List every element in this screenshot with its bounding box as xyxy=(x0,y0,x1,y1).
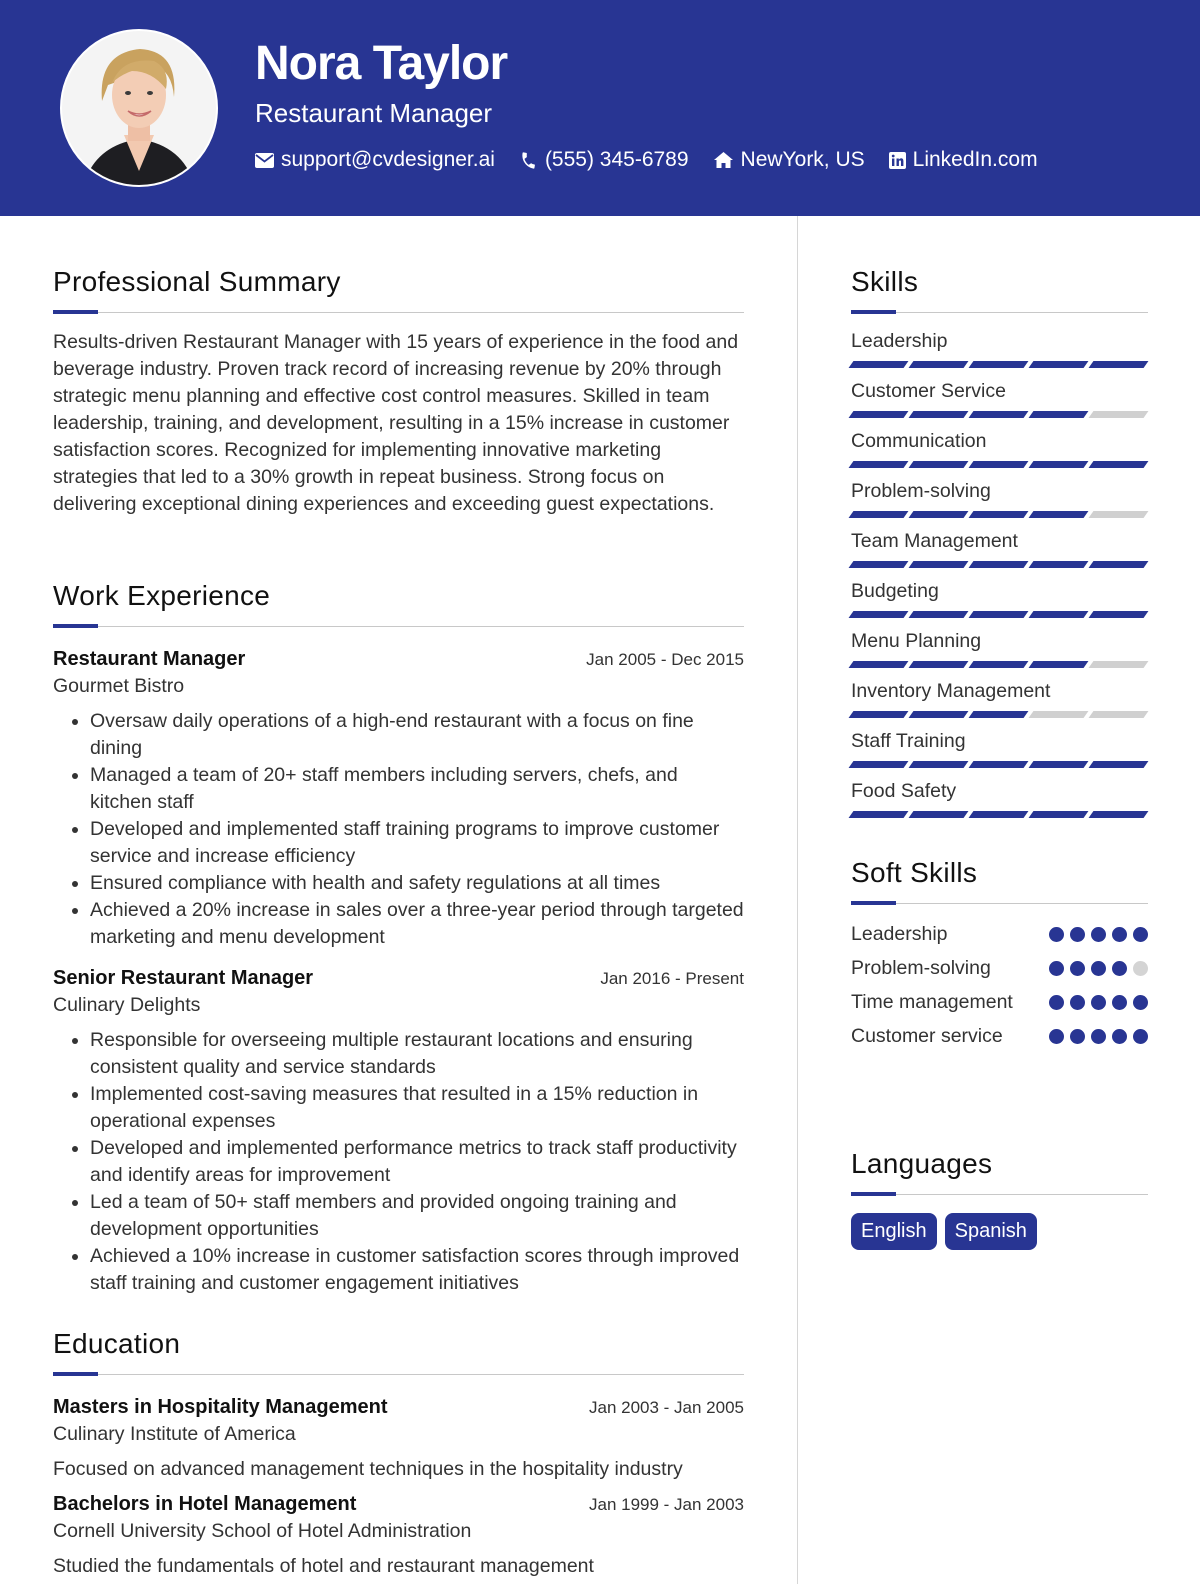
skill-level-segment-filled xyxy=(849,661,909,668)
experience-section xyxy=(53,580,744,1297)
job-title: Restaurant Manager xyxy=(255,98,493,128)
skill-level-segment-filled xyxy=(1089,361,1149,368)
skill-label: Leadership xyxy=(851,330,948,352)
skill-level-segment-filled xyxy=(969,761,1029,768)
rating-dot-filled xyxy=(1049,961,1064,976)
section-rule xyxy=(53,1372,744,1378)
contact-location xyxy=(713,148,865,172)
skill-item xyxy=(851,780,1148,818)
skill-level-bar xyxy=(851,611,1148,618)
skill-label: Food Safety xyxy=(851,780,957,802)
skill-label: Problem-solving xyxy=(851,480,991,502)
skill-level-segment-filled xyxy=(1089,561,1149,568)
education-date: Jan 1999 - Jan 2003 xyxy=(588,1495,744,1514)
skill-label: Customer Service xyxy=(851,380,1006,402)
skill-level-segment-filled xyxy=(969,711,1029,718)
skill-level-segment-filled xyxy=(909,511,969,518)
skill-level-segment-filled xyxy=(969,461,1029,468)
rating-dot-filled xyxy=(1133,995,1148,1010)
job-entry-date: Jan 2005 - Dec 2015 xyxy=(586,650,744,669)
job-entry-company: Gourmet Bistro xyxy=(53,675,185,697)
skill-level-segment-filled xyxy=(1089,611,1149,618)
languages-list xyxy=(851,1213,1148,1250)
soft-skill-label: Leadership xyxy=(851,923,948,945)
skill-level-segment-empty xyxy=(1089,411,1149,418)
skill-label: Budgeting xyxy=(851,580,939,602)
soft-skill-item xyxy=(851,955,1148,982)
skill-level-bar xyxy=(851,661,1148,668)
contact-linkedin[interactable] xyxy=(889,148,1038,172)
bullet-item: • Led a team of 50+ staff members and provided ongoing training and development opportunities xyxy=(90,1189,744,1243)
linkedin-icon xyxy=(889,152,906,169)
rating-dot-filled xyxy=(1091,927,1106,942)
skill-level-segment-filled xyxy=(1089,461,1149,468)
job-entry xyxy=(53,648,744,951)
skill-level-segment-filled xyxy=(909,761,969,768)
skill-level-bar xyxy=(851,411,1148,418)
skill-level-segment-filled xyxy=(909,411,969,418)
skill-level-segment-filled xyxy=(969,811,1029,818)
skill-level-bar xyxy=(851,461,1148,468)
soft-skill-rating xyxy=(1049,1029,1148,1044)
soft-skill-rating xyxy=(1049,927,1148,942)
skill-level-bar xyxy=(851,361,1148,368)
email-icon xyxy=(255,153,274,168)
rating-dot-filled xyxy=(1070,961,1085,976)
soft-skill-label: Time management xyxy=(851,991,1013,1013)
rating-dot-empty xyxy=(1133,961,1148,976)
skill-level-segment-filled xyxy=(849,361,909,368)
skill-level-segment-filled xyxy=(969,611,1029,618)
avatar xyxy=(60,29,218,187)
summary-heading: Professional Summary xyxy=(53,266,341,297)
skill-level-segment-filled xyxy=(969,361,1029,368)
job-entry-bullets xyxy=(53,1027,744,1297)
profile-photo xyxy=(62,31,216,185)
skill-level-segment-filled xyxy=(969,561,1029,568)
rating-dot-filled xyxy=(1049,1029,1064,1044)
experience-heading: Work Experience xyxy=(53,580,271,611)
skill-level-segment-filled xyxy=(849,761,909,768)
education-school: Cornell University School of Hotel Administration xyxy=(53,1520,472,1542)
skill-level-segment-filled xyxy=(849,711,909,718)
soft-skill-item xyxy=(851,921,1148,948)
skill-level-segment-filled xyxy=(909,561,969,568)
section-rule xyxy=(851,901,1148,907)
languages-heading: Languages xyxy=(851,1148,993,1179)
section-rule xyxy=(851,1192,1148,1198)
education-entry xyxy=(53,1396,744,1481)
skill-item xyxy=(851,330,1148,368)
summary-text: Results-driven Restaurant Manager with 15 years of experience in the food and beverage industry. Proven track record of increasing revenue by 20% through strategic menu planning and effective cost control measures. Skilled in team leadership, training, and development, resulting in a 15% increase in customer satisfaction scores. Recognized for implementing innovative marketing strategies that led to a 30% growth in repeat business. Strong focus on delivering exceptional dining experiences and exceeding guest expectations. xyxy=(53,331,739,515)
skill-label: Communication xyxy=(851,430,987,452)
skill-label: Inventory Management xyxy=(851,680,1051,702)
skill-item xyxy=(851,580,1148,618)
skill-item xyxy=(851,530,1148,568)
skill-level-segment-filled xyxy=(909,611,969,618)
skill-label: Staff Training xyxy=(851,730,966,752)
skill-level-segment-filled xyxy=(969,511,1029,518)
education-school: Culinary Institute of America xyxy=(53,1423,296,1445)
rating-dot-filled xyxy=(1091,995,1106,1010)
rating-dot-filled xyxy=(1070,1029,1085,1044)
skill-level-segment-filled xyxy=(909,711,969,718)
job-entry-company: Culinary Delights xyxy=(53,994,201,1016)
skill-level-segment-empty xyxy=(1029,711,1089,718)
skills-section xyxy=(851,266,1148,818)
rating-dot-filled xyxy=(1070,927,1085,942)
skill-level-bar xyxy=(851,761,1148,768)
rating-dot-filled xyxy=(1112,995,1127,1010)
rating-dot-filled xyxy=(1049,927,1064,942)
phone-icon xyxy=(519,151,538,170)
skill-level-bar xyxy=(851,561,1148,568)
education-heading: Education xyxy=(53,1328,181,1359)
contact-phone[interactable] xyxy=(519,148,689,172)
soft-skill-rating xyxy=(1049,961,1148,976)
skill-level-segment-filled xyxy=(849,811,909,818)
skill-level-segment-filled xyxy=(1029,361,1089,368)
skill-item xyxy=(851,630,1148,668)
rating-dot-filled xyxy=(1133,927,1148,942)
rating-dot-filled xyxy=(1091,1029,1106,1044)
column-divider xyxy=(797,216,798,1584)
skill-level-segment-filled xyxy=(849,461,909,468)
rating-dot-filled xyxy=(1091,961,1106,976)
language-badge: English xyxy=(851,1213,937,1250)
soft-skills-heading: Soft Skills xyxy=(851,857,978,888)
skill-level-segment-filled xyxy=(1029,611,1089,618)
rating-dot-filled xyxy=(1070,995,1085,1010)
skill-label: Team Management xyxy=(851,530,1018,552)
skill-level-segment-filled xyxy=(849,511,909,518)
rating-dot-filled xyxy=(1112,927,1127,942)
skill-item xyxy=(851,430,1148,468)
rating-dot-filled xyxy=(1112,961,1127,976)
bullet-item: • Responsible for overseeing multiple restaurant locations and ensuring consistent quality and service standards xyxy=(90,1027,744,1081)
section-rule xyxy=(53,624,744,630)
languages-section xyxy=(851,1148,1148,1250)
job-entry-bullets xyxy=(53,708,744,951)
skill-level-segment-filled xyxy=(849,611,909,618)
contact-location-text: NewYork, US xyxy=(740,148,865,171)
skill-level-segment-filled xyxy=(1029,661,1089,668)
skill-item xyxy=(851,480,1148,518)
skill-level-segment-filled xyxy=(1029,561,1089,568)
bullet-item: • Developed and implemented staff training programs to improve customer service and increase efficiency xyxy=(90,816,744,870)
job-entry-title: Senior Restaurant Manager xyxy=(53,967,314,989)
resume-header xyxy=(0,0,1200,216)
soft-skill-rating xyxy=(1049,995,1148,1010)
contact-list xyxy=(255,148,1038,172)
skill-level-bar xyxy=(851,811,1148,818)
rating-dot-filled xyxy=(1049,995,1064,1010)
education-degree: Masters in Hospitality Management xyxy=(53,1396,388,1418)
skill-level-segment-filled xyxy=(1029,461,1089,468)
contact-linkedin-text: LinkedIn.com xyxy=(912,148,1038,171)
language-badge: Spanish xyxy=(945,1213,1037,1250)
education-description: Focused on advanced management techniques in the hospitality industry xyxy=(53,1458,683,1480)
bullet-item: • Implemented cost-saving measures that resulted in a 15% reduction in operational expenses xyxy=(90,1081,744,1135)
skill-item xyxy=(851,380,1148,418)
bullet-item: • Achieved a 20% increase in sales over a three-year period through targeted marketing and menu development xyxy=(90,897,744,951)
soft-skill-label: Customer service xyxy=(851,1025,1003,1047)
skill-level-segment-empty xyxy=(1089,661,1149,668)
contact-email[interactable] xyxy=(255,148,495,172)
skill-level-segment-filled xyxy=(1029,761,1089,768)
education-date: Jan 2003 - Jan 2005 xyxy=(588,1398,744,1417)
skill-level-segment-filled xyxy=(1089,811,1149,818)
soft-skill-item xyxy=(851,1023,1148,1050)
skill-label: Menu Planning xyxy=(851,630,982,652)
skills-heading: Skills xyxy=(851,266,919,297)
bullet-item: • Achieved a 10% increase in customer satisfaction scores through improved staff training and customer engagement initiatives xyxy=(90,1243,744,1297)
skill-level-segment-filled xyxy=(909,361,969,368)
contact-email-text: support@cvdesigner.ai xyxy=(281,148,495,171)
skill-level-segment-filled xyxy=(969,661,1029,668)
skills-list xyxy=(851,330,1148,818)
bullet-item: • Oversaw daily operations of a high-end restaurant with a focus on fine dining xyxy=(90,708,744,762)
rating-dot-filled xyxy=(1133,1029,1148,1044)
job-entry-date: Jan 2016 - Present xyxy=(600,969,744,988)
skill-level-segment-empty xyxy=(1089,511,1149,518)
education-description: Studied the fundamentals of hotel and restaurant management xyxy=(53,1555,594,1577)
skill-level-segment-filled xyxy=(909,661,969,668)
bullet-item: • Ensured compliance with health and safety regulations at all times xyxy=(90,870,744,897)
skill-level-segment-filled xyxy=(1029,511,1089,518)
soft-skill-label: Problem-solving xyxy=(851,957,991,979)
bullet-item: • Developed and implemented performance metrics to track staff productivity and identify areas for improvement xyxy=(90,1135,744,1189)
summary-section xyxy=(53,266,744,518)
skill-item xyxy=(851,680,1148,718)
rating-dot-filled xyxy=(1112,1029,1127,1044)
skill-level-segment-filled xyxy=(909,811,969,818)
skill-level-bar xyxy=(851,711,1148,718)
job-entry xyxy=(53,967,744,1297)
bullet-item: • Managed a team of 20+ staff members including servers, chefs, and kitchen staff xyxy=(90,762,744,816)
section-rule xyxy=(53,310,744,316)
contact-phone-text: (555) 345-6789 xyxy=(544,148,689,171)
education-degree: Bachelors in Hotel Management xyxy=(53,1493,357,1515)
job-entry-title: Restaurant Manager xyxy=(53,648,246,670)
education-section xyxy=(53,1328,744,1578)
skill-level-segment-filled xyxy=(1029,811,1089,818)
skill-level-segment-empty xyxy=(1089,711,1149,718)
candidate-name: Nora Taylor xyxy=(255,37,508,90)
soft-skills-section xyxy=(851,857,1148,1057)
skill-level-segment-filled xyxy=(1029,411,1089,418)
education-entry xyxy=(53,1493,744,1578)
skill-level-segment-filled xyxy=(1089,761,1149,768)
soft-skill-item xyxy=(851,989,1148,1016)
skill-level-segment-filled xyxy=(969,411,1029,418)
skill-level-bar xyxy=(851,511,1148,518)
skill-item xyxy=(851,730,1148,768)
skill-level-segment-filled xyxy=(849,561,909,568)
soft-skills-list xyxy=(851,921,1148,1050)
section-rule xyxy=(851,310,1148,316)
skill-level-segment-filled xyxy=(849,411,909,418)
home-icon xyxy=(713,151,734,169)
skill-level-segment-filled xyxy=(909,461,969,468)
